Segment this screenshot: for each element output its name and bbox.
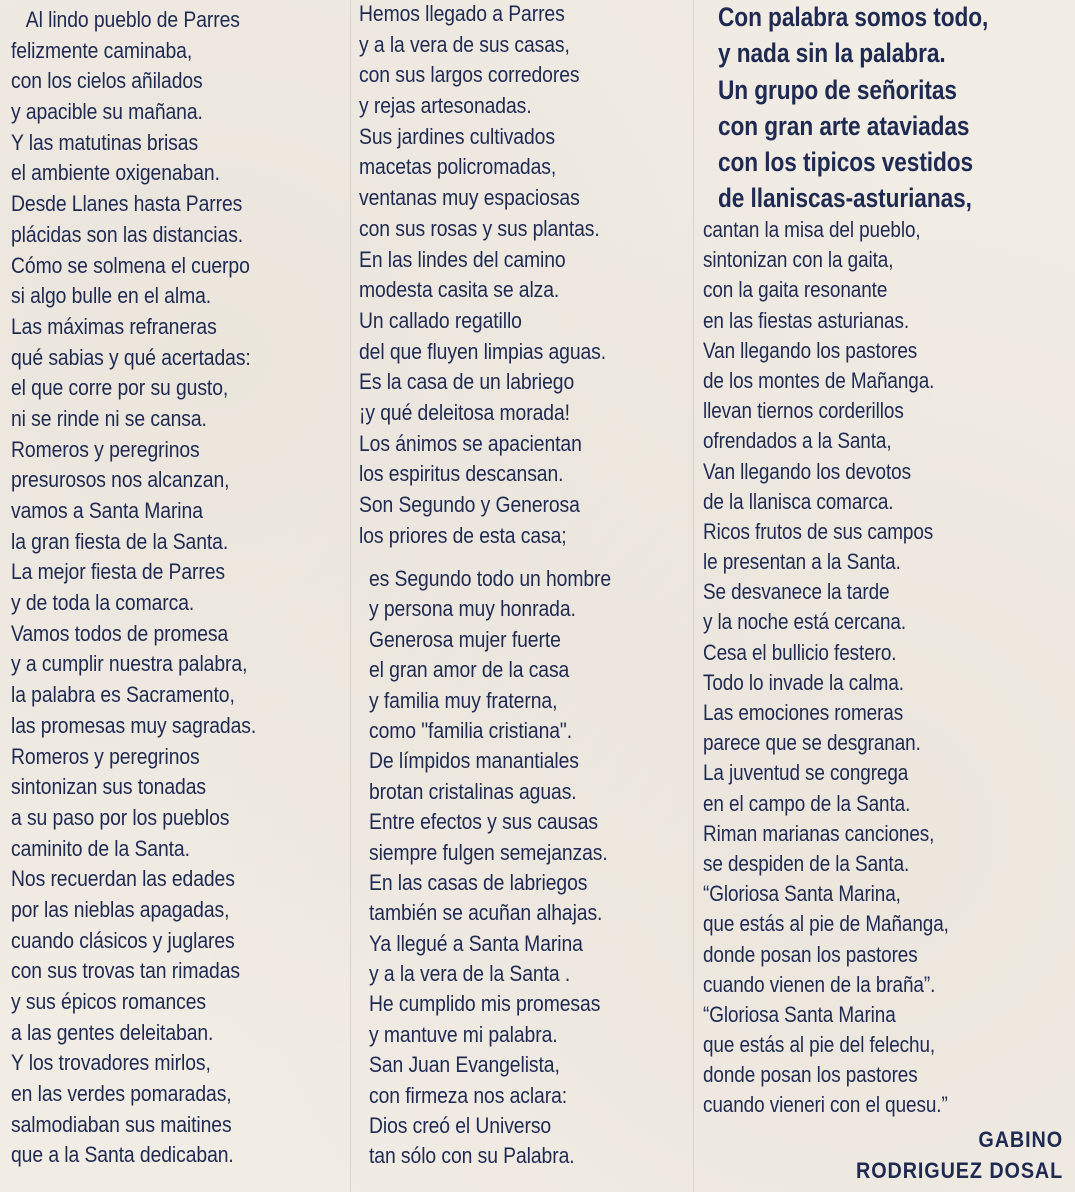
poem-line: y mantuve mi palabra.: [369, 1021, 558, 1047]
poem-line: Riman marianas canciones,: [703, 820, 935, 846]
poem-line: y rejas artesonadas.: [359, 93, 532, 119]
poem-line: De límpidos manantiales: [369, 748, 579, 774]
poem-line: Al lindo pueblo de Parres: [11, 7, 240, 32]
poem-line: y apacible su mañana.: [11, 99, 203, 125]
poem-line: a su paso por los pueblos: [11, 804, 230, 830]
poem-line: Ricos frutos de sus campos: [703, 518, 934, 544]
poem-line: Las máximas refraneras: [11, 313, 217, 339]
poem-line: “Gloriosa Santa Marina,: [703, 881, 901, 907]
poem-line: tan sólo con su Palabra.: [369, 1143, 575, 1169]
poem-line: Son Segundo y Generosa: [359, 492, 580, 517]
poem-line: caminito de la Santa.: [11, 835, 190, 861]
poem-line: de la llanisca comarca.: [703, 488, 894, 514]
poem-line: de llaniscas-asturianas,: [718, 183, 972, 214]
poem-line: y de toda la comarca.: [11, 590, 195, 616]
poem-line: el ambiente oxigenaban.: [11, 160, 220, 186]
poem-line: le presentan a la Santa.: [703, 549, 901, 575]
poem-line: por las nieblas apagadas,: [11, 896, 230, 922]
poem-line: He cumplido mis promesas: [369, 991, 601, 1017]
poem-line: brotan cristalinas aguas.: [369, 778, 577, 804]
poem-line: Romeros y peregrinos: [11, 436, 200, 462]
poem-line: ventanas muy espaciosas: [359, 185, 580, 211]
poem-line: Se desvanece la tarde: [703, 579, 890, 605]
poem-line: donde posan los pastores: [703, 941, 918, 967]
poem-line: la gran fiesta de la Santa.: [11, 528, 229, 554]
poem-line: y la noche está cercana.: [703, 609, 907, 635]
poem-line: con la gaita resonante: [703, 277, 888, 303]
poem-line: La mejor fiesta de Parres: [11, 559, 226, 585]
poem-line: qué sabias y qué acertadas:: [11, 344, 251, 370]
poem-column-2-top: [359, 0, 606, 551]
poem-line: Las emociones romeras: [703, 700, 904, 725]
poem-line: es Segundo todo un hombre: [369, 566, 612, 591]
poem-line: Un callado regatillo: [359, 307, 522, 333]
poem-line: y sus épicos romances: [11, 989, 207, 1014]
poem-line: Ya llegué a Santa Marina: [369, 930, 583, 956]
poem-line: y a la vera de sus casas,: [359, 31, 570, 57]
poem-line: Y los trovadores mirlos,: [11, 1050, 211, 1076]
poem-line: con sus largos corredores: [359, 62, 580, 88]
poem-line: plácidas son las distancias.: [11, 221, 244, 247]
poem-line: del que fluyen limpias aguas.: [359, 338, 607, 364]
poem-line: Hemos llegado a Parres: [359, 1, 565, 26]
poem-line: con firmeza nos aclara:: [369, 1082, 568, 1108]
poem-line: en las fiestas asturianas.: [703, 307, 909, 333]
poem-line: el que corre por su gusto,: [11, 375, 229, 401]
poem-line: cantan la misa del pueblo,: [703, 217, 921, 242]
poem-line: “Gloriosa Santa Marina: [703, 1001, 896, 1027]
poem-line: que estás al pie del felechu,: [703, 1032, 936, 1058]
poem-line: Sus jardines cultivados: [359, 123, 555, 149]
poem-line: si algo bulle en el alma.: [11, 283, 212, 309]
author-surname: RODRIGUEZ DOSAL: [855, 1158, 1063, 1183]
column-divider-right: [693, 0, 694, 1192]
poem-line: Y las matutinas brisas: [11, 129, 199, 155]
poem-line: Van llegando los pastores: [703, 337, 918, 363]
poem-line: Es la casa de un labriego: [359, 369, 575, 395]
poem-line: llevan tiernos corderillos: [703, 398, 904, 424]
column-divider-left: [350, 0, 351, 1192]
poem-line: Los ánimos se apacientan: [359, 430, 582, 456]
poem-line: sintonizan con la gaita,: [703, 247, 894, 273]
poem-line: presurosos nos alcanzan,: [11, 467, 230, 493]
poem-line: macetas policromadas,: [359, 154, 557, 180]
poem-line: cuando clásicos y juglares: [11, 927, 235, 953]
poem-line: cuando vienen de la braña”.: [703, 971, 936, 997]
poem-line: donde posan los pastores: [703, 1062, 918, 1088]
poem-line: cuando vieneri con el quesu.”: [703, 1092, 948, 1118]
poem-line: San Juan Evangelista,: [369, 1052, 560, 1078]
poem-line: con los cielos añilados: [11, 68, 203, 94]
poem-line: con sus trovas tan rimadas: [11, 958, 241, 984]
poem-line: Van llegando los devotos: [703, 458, 911, 484]
poem-line: Generosa mujer fuerte: [369, 626, 561, 652]
poem-line: en las verdes pomaradas,: [11, 1081, 232, 1107]
poem-line: y familia muy fraterna,: [369, 687, 558, 713]
poem-line: ¡y qué deleitosa morada!: [359, 399, 570, 425]
poem-line: a las gentes deleitaban.: [11, 1019, 214, 1045]
poem-line: Todo lo invade la calma.: [703, 669, 904, 695]
poem-line: Desde Llanes hasta Parres: [11, 191, 243, 217]
poem-line: Romeros y peregrinos: [11, 743, 200, 769]
poem-line: Nos recuerdan las edades: [11, 866, 235, 892]
poem-line: En las lindes del camino: [359, 246, 566, 272]
poem-line: las promesas muy sagradas.: [11, 712, 257, 738]
poem-line: y nada sin la palabra.: [718, 38, 946, 69]
poem-line: Vamos todos de promesa: [11, 620, 229, 646]
poem-line: parece que se desgranan.: [703, 730, 921, 756]
poem-line: modesta casita se alza.: [359, 277, 560, 303]
poem-line: Un grupo de señoritas: [718, 74, 957, 105]
poem-line: los espiritus descansan.: [359, 461, 564, 487]
poem-column-3-large: [718, 0, 988, 217]
poem-line: y a cumplir nuestra palabra,: [11, 651, 248, 677]
poem-line: de los montes de Mañanga.: [703, 367, 935, 393]
poem-line: como "familia cristiana".: [369, 717, 573, 743]
poem-line: En las casas de labriegos: [369, 869, 588, 895]
poem-line: ni se rinde ni se cansa.: [11, 405, 207, 431]
poem-line: con sus rosas y sus plantas.: [359, 215, 600, 241]
poem-column-1: [11, 5, 256, 1171]
poem-column-2-bottom: [369, 564, 611, 1172]
poem-line: que a la Santa dedicaban.: [11, 1142, 234, 1168]
poem-line: ofrendados a la Santa,: [703, 428, 892, 454]
poem-line: y a la vera de la Santa .: [369, 961, 571, 987]
poem-line: Con palabra somos todo,: [718, 2, 989, 32]
poem-line: el gran amor de la casa: [369, 657, 570, 683]
poem-line: felizmente caminaba,: [11, 37, 193, 63]
poem-line: siempre fulgen semejanzas.: [369, 839, 608, 865]
poem-line: Entre efectos y sus causas: [369, 809, 599, 835]
poem-line: salmodiaban sus maitines: [11, 1111, 232, 1137]
poem-line: que estás al pie de Mañanga,: [703, 911, 949, 937]
poem-line: con gran arte ataviadas: [718, 110, 970, 141]
poem-line: y persona muy honrada.: [369, 596, 576, 622]
poem-line: Cesa el bullicio festero.: [703, 639, 897, 665]
poem-line: vamos a Santa Marina: [11, 498, 203, 523]
poem-line: La juventud se congrega: [703, 760, 909, 786]
poem-line: se despiden de la Santa.: [703, 850, 910, 876]
poem-line: los priores de esta casa;: [359, 522, 567, 548]
poem-line: también se acuñan alhajas.: [369, 900, 603, 926]
poem-line: Dios creó el Universo: [369, 1113, 552, 1139]
poem-line: la palabra es Sacramento,: [11, 682, 235, 708]
poem-line: con los tipicos vestidos: [718, 147, 974, 178]
poem-line: sintonizan sus tonadas: [11, 774, 206, 800]
poem-line: en el campo de la Santa.: [703, 790, 911, 816]
poem-column-3-small: [703, 215, 949, 1121]
author-first-name: GABINO: [978, 1127, 1063, 1152]
poem-line: Cómo se solmena el cuerpo: [11, 252, 250, 278]
